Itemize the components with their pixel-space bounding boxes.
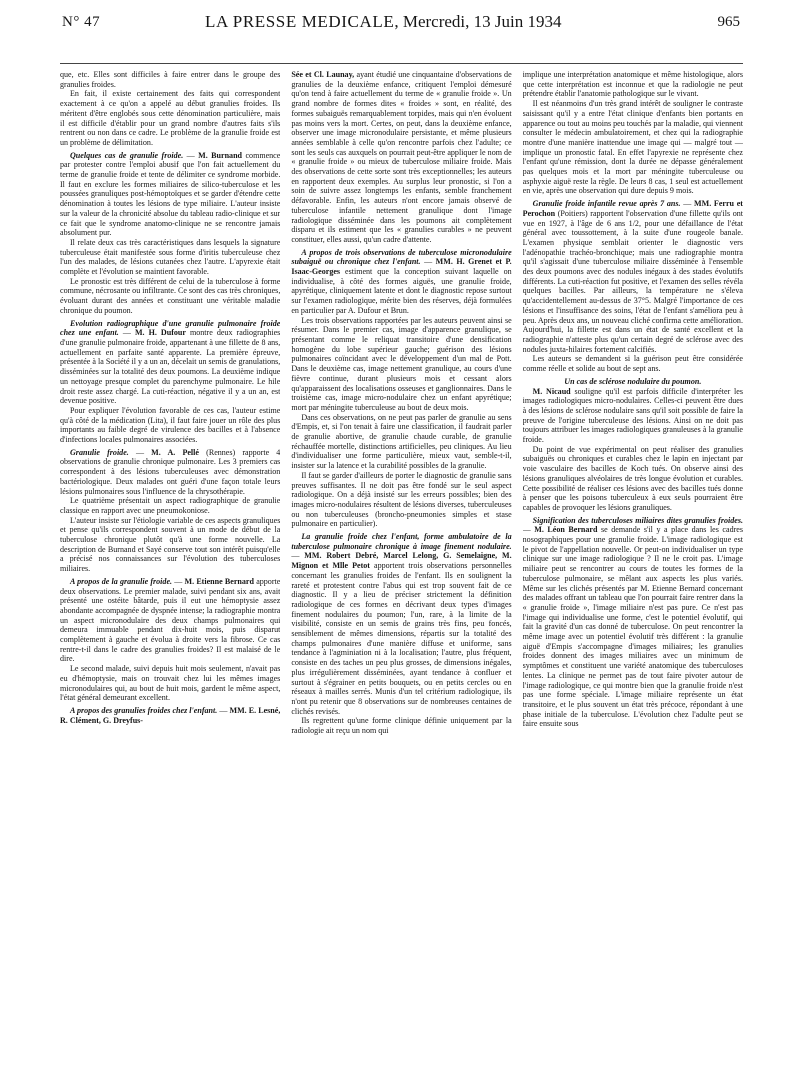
author-name: MM. E. Lesné, R. Clément, G. Dreyfus- xyxy=(60,706,281,725)
column-2 xyxy=(291,70,511,1078)
journal-title: LA PRESSE MEDICALE xyxy=(205,12,395,31)
paragraph: Il faut se garder d'ailleurs de porter le diagnostic de granulie sans preuves suffisantes. Il ne doit pas être fondé sur le seul aspect radiologique. On a déjà insisté sur les erreurs possibles; bien des images micro-nodulaires résultent de lésions diverses, tuberculeuses ou non tuberculeuses (broncho-pneumonies simples et stase pulmonaire en particulier). xyxy=(291,470,512,529)
paragraph: Ils regrettent qu'une forme clinique définie uniquement par la radiologie ait reçu un nom qui xyxy=(291,716,512,736)
author-name: M. Etienne Bernard xyxy=(184,576,254,586)
section-paragraph: A propos de la granulie froide. — M. Etienne Bernard apporte deux observations. Le premier malade, suivi pendant six ans, avait présenté une ostéite bâtarde, puis il eut une hémoptysie assez abondante accompagnée de dyspnée intense; la radiographie montra un aspect micronodulaire des deux champs pulmonaires qui demeura immuable pendant dix-huit mois, puis disparut complètement à gauche et évolua à droite vers la fibrose. Ce cas rentre-t-il dans le cadre des granulies froides? Il est malaisé de le dire. xyxy=(60,576,281,664)
paragraph-text: apporte deux observations. Le premier malade, suivi pendant six ans, avait présenté une ostéite bâtarde, puis il eut une hémoptysie assez abondante accompagnée de dyspnée intense; la radiographie montra un aspect micronodulaire des deux champs pulmonaires qui demeura immuable pendant dix-huit mois, puis disparut complètement à gauche et évolua à droite vers la fibrose. Ce cas rentre-t-il dans le cadre des granulies froides? Il est malaisé de le dire. xyxy=(60,576,281,664)
article-columns xyxy=(60,70,743,1078)
paragraph-text: souligne qu'il est parfois difficile d'interpréter les images radiologiques micro-nodulaires. Celles-ci peuvent être dues à des lésions de sclérose nodulaire sans qu'il soit possible de faire la preuve de l'origine tuberculeuse des lésions. Ainsi on ne doit pas toujours attribuer les images radiologiques granuleuses à la granulie froide. xyxy=(522,386,743,445)
column-1 xyxy=(60,70,280,1078)
section-title: La granulie froide chez l'enfant, forme ambulatoire de la tuberculose pulmonaire chronique à image finement nodulaire. xyxy=(291,532,512,551)
author-name: MM. Ferru et Perochon xyxy=(522,199,743,218)
section-paragraph: Granulie froide infantile revue après 7 ans. — MM. Ferru et Perochon (Poitiers) rapportent l'observation d'une fillette qu'ils ont vue en 1927, à l'âge de 6 ans 1/2, pour une défaillance de l'état général avec toussottement, à la suite d'une rougeole banale. L'examen physique semblait orienter le diagnostic vers l'adénopathie trachéo-bronchique; mais une radiographie montra qu'il s'agissait d'une tuberculose miliaire disséminée à l'ensemble des deux poumons avec des nodules inégaux à des stades évolutifs différents. La cuti-réaction fut positive, et l'examen des selles révéla quelques bacilles. Par ailleurs, la température ne s'éleva qu'accidentellement au-dessus de 37°5. Malgré l'importance de ces lésions et l'insuffisance des soins, l'état de l'enfant s'améliora peu à peu. Après deux ans, un nouveau cliché confirma cette amélioration. Aujourd'hui, la fillette est dans un état de santé excellent et la radiographie n'atteste plus qu'un certain degré de sclérose avec des nodules juxta-hilaires fortement calcifiés. xyxy=(522,199,743,354)
paragraph: Les trois observations rapportées par les auteurs peuvent ainsi se résumer. Dans le premier cas, image d'apparence granulique, se présentant comme le reliquat transitoire d'une densification homogène du lobe supérieur gauche; guérison des lésions pulmonaires coïncidant avec le développement d'un mal de Pott. Dans le deuxième cas, image nettement granulique, au cours d'une fièvre continue, durant plusieurs mois et cessant alors qu'apparaissent des localisations osseuses et ganglionnaires. Dans le troisième cas, image micro-nodulaire chez un enfant apyrétique; mort par méningite tuberculeuse au bout de deux mois. xyxy=(291,315,512,412)
paragraph: L'auteur insiste sur l'étiologie variable de ces aspects granuliques et pense qu'ils correspondent souvent à un mode de début de la tuberculose chronique plutôt qu'à une forme nouvelle. La description de Burnand et Sayé conserve tout son intérêt puisqu'elle a précisé nos connaissances sur l'évolution des tuberculoses miliaires. xyxy=(60,515,281,574)
paragraph-text: (Rennes) rapporte 4 observations de granulie chronique pulmonaire. Les 3 premiers cas correspondent à des lésions tuberculeuses avec démonstration bactériologique. Deux malades ont guéri d'une façon totale leurs lésions pulmonaires sous l'influence de la chrysothérapie. xyxy=(60,447,281,496)
section-paragraph: A propos des granulies froides chez l'enfant. — MM. E. Lesné, R. Clément, G. Dreyfus- xyxy=(60,706,281,725)
section-title: Un cas de sclérose nodulaire du poumon. xyxy=(564,376,702,386)
running-header xyxy=(0,12,800,42)
section-title: Granulie froide. xyxy=(70,447,129,457)
paragraph-text: ayant étudié une cinquantaine d'observations de granulies de la deuxième enfance, critiquent l'emploi démesuré qu'on tend à faire actuellement du terme de « granulie froide ». Un grand nombre de formes dites « froides » sont, en réalité, des formes subaiguës remarquablement torpides, mais qui n'en évoluent pas moins vers la mort. Certes, on peut, dans la deuxième enfance, observer une image micronodulaire persistante, et même plusieurs années semblable à celle qu'on rencontre parfois chez l'adulte; ce sont les seuls cas auxquels on pourrait peut-être appliquer le nom de « granulie froide » ou mieux de tuberculose miliaire froide. Mais des observations de cette sorte sont très exceptionnelles; les auteurs en rapportent deux exemples. Au surplus leur pronostic, si l'on a soin de suivre assez longtemps les enfants, semble franchement défavorable. Enfin, les auteurs n'ont encore jamais observé de tuberculose infantile nettement granulique dont l'image radiologique disséminée dans les poumons ait complètement disparu et ils estiment que les « granulies curables » ne peuvent constituer, elles aussi, qu'un cadre d'attente. xyxy=(291,70,512,244)
paragraph-text: estiment que la conception suivant laquelle on individualise, à côté des formes aiguës, une granulie froide, apyrétique, cliniquement latente et dont le diagnostic repose surtout sur l'examen radiologique, mérite bien des réserves, déjà formulées en particulier par A. Dufour et Brun. xyxy=(291,267,512,315)
page-number: 965 xyxy=(717,14,740,30)
section-paragraph xyxy=(523,387,743,445)
paragraph: Le second malade, suivi depuis huit mois seulement, n'avait pas eu d'hémoptysie, mais on trouvait chez lui les mêmes images micronodulaires qui, au bout de huit mois, gardent le même aspect, l'état général demeurant excellent. xyxy=(60,664,281,703)
paragraph: Le pronostic est très différent de celui de la tuberculose à forme commune, nécrosante ou infiltrante. Ce sont des cas très chroniques, évoluant durant des années et constituant une véritable maladie chronique du poumon. xyxy=(60,276,281,315)
paragraph-text: commence par protester contre l'emploi abusif que l'on fait actuellement du terme de granulie froide et tente de délimiter ce syndrome morbide. Il faut en exclure les formes miliaires de silico-tuberculose et les poussées granuliques post-hémoptoïques et se garder d'étendre cette dénomination à toutes les lésions de type miliaire. L'auteur insiste sur la valeur de la chronicité absolue du tableau radio-clinique et sur ce fait que le syndrome anatomo-clinique ne se rencontre jamais absolument pur. xyxy=(60,150,281,238)
paragraph: Il relate deux cas très caractéristiques dans lesquels la signature tuberculeuse était manifestée sous forme d'iritis tuberculeuse chez l'un des malades, de lésions cutanées chez l'autre. L'apyrexie était complète et l'évolution se maintient favorable. xyxy=(60,237,281,277)
section-title: Evolution radiographique d'une granulie pulmonaire froide chez une enfant. xyxy=(60,318,281,338)
author-name: MM. H. Grenet et P. Isaac-Georges xyxy=(291,257,512,277)
section-title: A propos des granulies froides chez l'enfant. xyxy=(70,706,218,715)
column-3 xyxy=(523,70,743,1078)
author-name: M. A. Pellé xyxy=(151,447,199,457)
author-name: M. Burnand xyxy=(198,150,243,160)
section-title: Granulie froide infantile revue après 7 ans. xyxy=(532,199,681,209)
section-title: Quelques cas de granulie froide. xyxy=(70,150,184,160)
section-paragraph: A propos de trois observations de tuberculose micronodulaire subaiguë ou chronique chez l'enfant. — MM. H. Grenet et P. Isaac-Georges estiment que la conception suivant laquelle on individualise, à côté des formes aiguës, une granulie froide, apyrétique, cliniquement latente et dont le diagnostic repose surtout sur l'examen radiologique, mérite bien des réserves, déjà formulées en particulier par A. Dufour et Brun. xyxy=(291,247,512,315)
header-rule xyxy=(60,63,743,64)
masthead xyxy=(205,12,561,32)
paragraph: que, etc. Elles sont difficiles à faire entrer dans le groupe des granulies froides. xyxy=(60,70,281,89)
author-name: MM. Robert Debré, Marcel Lelong, G. Semelaigne, M. Mignon et Mlle Petot xyxy=(291,551,512,571)
section-paragraph: Quelques cas de granulie froide. — M. Burnand commence par protester contre l'emploi abusif que l'on fait actuellement du terme de granulie froide et tente de délimiter ce syndrome morbide. Il faut en exclure les formes miliaires de silico-tuberculose et les poussées granuliques post-hémoptoïques et se garder d'étendre cette dénomination à toutes les lésions de type miliaire. L'auteur insiste sur la valeur de la chronicité absolue du tableau radio-clinique et sur ce fait que le syndrome anatomo-clinique ne se rencontre jamais absolument pur. xyxy=(60,150,281,238)
paragraph-text: (Poitiers) rapportent l'observation d'une fillette qu'ils ont vue en 1927, à l'âge de 6 ans 1/2, pour une défaillance de l'état général avec toussottement, à la suite d'une rougeole banale. L'examen physique semblait orienter le diagnostic vers l'adénopathie trachéo-bronchique; mais une radiographie montra qu'il s'agissait d'une tuberculose miliaire disséminée à l'ensemble des deux poumons avec des nodules inégaux à des stades évolutifs différents. La cuti-réaction fut positive, et l'examen des selles révéla quelques bacilles. Par ailleurs, la température ne s'éleva qu'accidentellement au-dessus de 37°5. Malgré l'importance de ces lésions et l'insuffisance des soins, l'état de l'enfant s'améliora peu à peu. Après deux ans, un nouveau cliché confirma cette amélioration. Aujourd'hui, la fillette est dans un état de santé excellent et la radiographie n'atteste plus qu'un certain degré de sclérose avec des nodules juxta-hilaires fortement calcifiés. xyxy=(522,208,743,354)
section-title: A propos de trois observations de tuberculose micronodulaire subaiguë ou chronique chez l'enfant. xyxy=(291,247,512,267)
paragraph: Il est néanmoins d'un très grand intérêt de souligner le contraste saisissant qu'il y a entre l'état clinique d'enfants bien portants en apparence ou tout au moins peu touchés par la maladie, qui viennent consulter le médecin ambulatoirement, et chez qui la radiographie montre d'une manière inattendue une image qui — malgré tout — implique un pronostic fatal. En effet l'apyrexie ne représente chez l'enfant qu'une rémission, dont la durée ne dépasse généralement pas quelques mois et la mort par méningite tuberculeuse ou asphyxie aiguë reste la règle. De leurs 8 cas, 1 seul est actuellement en vie, après une observation qui dure depuis 9 mois. xyxy=(522,99,743,196)
author-name: Sée et Cl. Launay, xyxy=(291,70,355,79)
paragraph-text: montre deux radiographies d'une granulie pulmonaire froide, appartenant à une fillette de 8 ans, actuellement en parfaite santé apparente. La première épreuve, présentée à la Société il y a un an, décelait un semis de granulations, disséminées sur la totalité des deux poumons. La deuxième indique un nettoyage presque complet du parenchyme pulmonaire. Le hile droit reste assez chargé. La cuti-réaction, négative il y a un an, est devenue positive. xyxy=(60,328,281,406)
paragraph: implique une interprétation anatomique et même histologique, alors que cette interprétation est inconnue et que la radiologie ne peut prétendre établir l'anatomie pathologique sur le vivant. xyxy=(522,70,743,99)
section-paragraph: La granulie froide chez l'enfant, forme ambulatoire de la tuberculose pulmonaire chronique à image finement nodulaire. — MM. Robert Debré, Marcel Lelong, G. Semelaigne, M. Mignon et Mlle Petot apportent trois observations personnelles concernant les granulies froides de l'enfant. Ils en soulignent la rareté et protestent contre l'abus qui est trop souvent fait de ce diagnostic. Il y a lieu de préciser strictement la définition radiologique de ces formes en décrivant deux types d'images finement nodulaires du poumon; l'un, rare, à la limite de la visibilité, consiste en un semis de grains très fins, peu foncés, sensiblement de mêmes dimensions, répartis sur la totalité des champs pulmonaires d'une manière diffuse et uniforme, sans tendance à l'agminiation ni à la localisation; l'autre, plus fréquent, consiste en des taches un peu plus grosses, de dimensions inégales, plus irrégulièrement disséminées, ayant tendance à confluer et surtout à s'égrainer en petits bouquets, ou en petits cercles ou en réseaux à mailles serrés. Munis d'un tel critérium radiologique, ils n'ont pu retenir que 8 observations sur de nombreuses centaines de clichés revisés. xyxy=(291,532,512,716)
issue-number: N° 47 xyxy=(62,14,101,30)
author-name: M. H. Dufour xyxy=(134,328,186,338)
paragraph xyxy=(291,70,511,245)
paragraph-text: se demande s'il y a place dans les cadres nosographiques pour une granulie froide. L'image radiologique est le pivot de l'appellation nouvelle. Or peut-on individualiser un type clinique sur une image radiologique ? Il ne le croit pas. L'image miliaire peut se rencontrer au cours de toutes les formes de la tuberculose pulmonaire, se mêlant aux aspects les plus variés. Même sur les clichés présentés par M. Etienne Bernard concernant des malades offrant un tableau que l'on pourrait faire rentrer dans la « granulie froide », l'image miliaire n'est pas pure. Ce n'est pas l'image qui individualise une forme, c'est le potentiel évolutif, qui fait la gravité d'un cas donné de tuberculose. On peut rencontrer la même image avec un potentiel évolutif très différent : la granulie aiguë d'Empis s'accompagne d'images miliaires; les granulies froides donnent des images miliaires avec un minimum de symptômes et constituent une variété anatomique des tuberculoses lentes. La clinique ne permet pas de tout faire pivoter autour de l'image radiologique, ce qui montre bien que la granulie froide n'est pas une forme spéciale. L'image miliaire représente un état transitoire, et le plus souvent un état très précoce, répondant à une phase initiale de la tuberculose. L'évolution chez l'adulte peut se faire ensuite sous xyxy=(522,525,743,729)
section-paragraph: Granulie froide. — M. A. Pellé (Rennes) rapporte 4 observations de granulie chronique pulmonaire. Les 3 premiers cas correspondent à des lésions tuberculeuses avec démonstration bactériologique. Deux malades ont guéri d'une façon totale leurs lésions pulmonaires sous l'influence de la chrysothérapie. xyxy=(60,447,281,496)
paragraph: Le quatrième présentait un aspect radiographique de granulie classique en rapport avec une pneumokoniose. xyxy=(60,496,281,515)
paragraph: Les auteurs se demandent si la guérison peut être considérée comme réelle et solide au bout de sept ans. xyxy=(522,354,743,374)
section-paragraph: Evolution radiographique d'une granulie pulmonaire froide chez une enfant. — M. H. Dufour montre deux radiographies d'une granulie pulmonaire froide, appartenant à une fillette de 8 ans, actuellement en parfaite santé apparente. La première épreuve, présentée à la Société il y a un an, décelait un semis de granulations, disséminées sur la totalité des deux poumons. La deuxième indique un nettoyage presque complet du parenchyme pulmonaire. Le hile droit reste assez chargé. La cuti-réaction, négative il y a un an, est devenue positive. xyxy=(60,318,281,406)
paragraph-text: apportent trois observations personnelles concernant les granulies froides de l'enfant. Ils en soulignent la rareté et protestent contre l'abus qui est trop souvent fait de ce diagnostic. Il y a lieu de préciser strictement la définition radiologique de ces formes en décrivant deux types d'images finement nodulaires du poumon; l'un, rare, à la limite de la visibilité, consiste en un semis de grains très fins, peu foncés, sensiblement de mêmes dimensions, répartis sur la totalité des champs pulmonaires d'une manière diffuse et uniforme, sans tendance à l'agminiation ni à la localisation; l'autre, plus fréquent, consiste en des taches un peu plus grosses, de dimensions inégales, plus irrégulièrement disséminées, ayant tendance à confluer et surtout à s'égrainer en petits bouquets, ou en petits cercles ou en réseaux à mailles serrés. Munis d'un tel critérium radiologique, ils n'ont pu retenir que 8 observations sur de nombreuses centaines de clichés revisés. xyxy=(291,561,512,716)
paragraph: Dans ces observations, on ne peut pas parler de granulie au sens d'Empis, et, si l'on tenait à faire une classification, il faudrait parler de granulie abortive, de granulie chaude curable, de granulie réchauffée mortelle, distinctions artificielles, peu cliniques. Au lieu d'individualiser une forme particulière, mieux vaut, semble-t-il, insister sur la latence et la curabilité possibles de la granulie. xyxy=(291,412,512,471)
paragraph: En fait, il existe certainement des faits qui correspondent exactement à ce qu'on a appelé au début granulies froides. Ils méritent d'être englobés sous cette dénomination particulière, mais il est difficile d'établir pour un grand nombre d'autres faits s'ils rentrent ou non dans ce cadre. Le problème de la granulie froide est un problème de délimitation. xyxy=(60,89,281,147)
section-title: A propos de la granulie froide. xyxy=(70,576,173,586)
paragraph: Pour expliquer l'évolution favorable de ces cas, l'auteur estime qu'à côté de la médication (Lita), il faut faire jouer un rôle des plus importants au faible degré de virulence des bacilles et à l'absence d'infections locales pulmonaires associées. xyxy=(60,405,281,445)
author-name: M. Nicaud xyxy=(532,386,571,396)
section-paragraph: Signification des tuberculoses miliaires dites granulies froides. — M. Léon Bernard se demande s'il y a place dans les cadres nosographiques pour une granulie froide. L'image radiologique est le pivot de l'appellation nouvelle. Or peut-on individualiser un type clinique sur une image radiologique ? Il ne le croit pas. L'image miliaire peut se rencontrer au cours de toutes les formes de la tuberculose pulmonaire, se mêlant aux aspects les plus variés. Même sur les clichés présentés par M. Etienne Bernard concernant des malades offrant un tableau que l'on pourrait faire rentrer dans la « granulie froide », l'image miliaire n'est pas pure. Ce n'est pas l'image qui individualise une forme, c'est le potentiel évolutif, qui fait la gravité d'un cas donné de tuberculose. On peut rencontrer la même image avec un potentiel évolutif très différent : la granulie aiguë d'Empis s'accompagne d'images miliaires; les granulies froides donnent des images miliaires avec un minimum de symptômes et constituent une variété anatomique des tuberculoses lentes. La clinique ne permet pas de tout faire pivoter autour de l'image radiologique, ce qui montre bien que la granulie froide n'est pas une forme spéciale. L'image miliaire représente un état transitoire, et le plus souvent un état très précoce, répondant à une phase initiale de la tuberculose. L'évolution chez l'adulte peut se faire ensuite sous xyxy=(522,515,743,729)
section-title: Signification des tuberculoses miliaires dites granulies froides. xyxy=(532,515,743,525)
author-name: M. Léon Bernard xyxy=(534,525,598,535)
paragraph: Du point de vue expérimental on peut réaliser des granulies subaiguës ou chroniques et curables chez le lapin en injectant par voie vasculaire des bacilles de Koch tués. On observe ainsi des lésions granuliques alvéolaires de très longue évolution et curables. Cette possibilité de réaliser ces lésions avec des bacilles tués donne à penser que les poisons tuberculeux à eux seuls pourraient être capables de provoquer les lésions granuliques. xyxy=(522,444,743,512)
issue-date: , Mercredi, 13 Juin 1934 xyxy=(394,12,562,31)
